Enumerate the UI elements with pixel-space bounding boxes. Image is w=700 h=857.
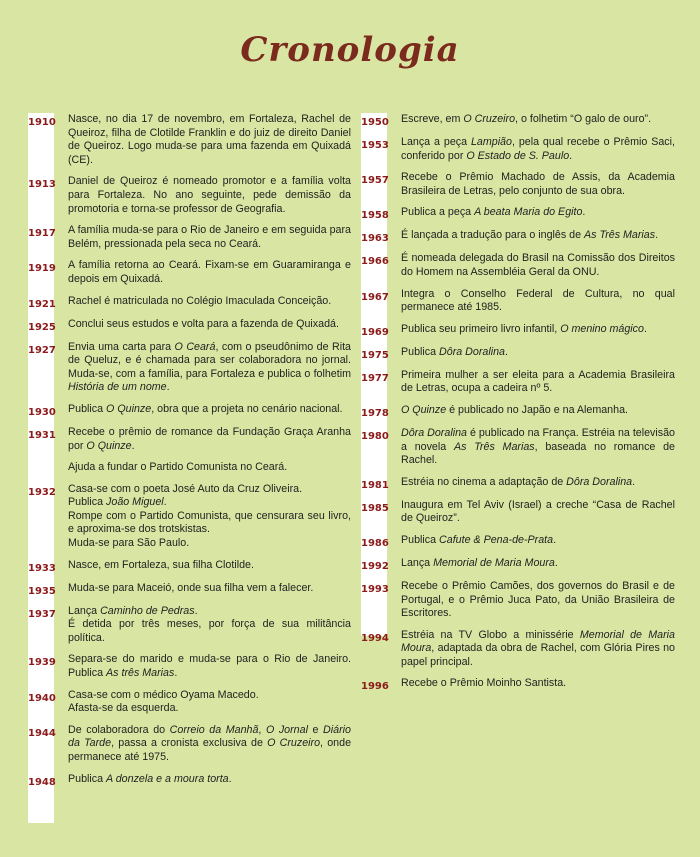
text-run: , adaptada da obra de Rachel, com Glória Pires no papel principal. [401,642,675,668]
work-title: O menino mágico [560,322,644,335]
entry-year: 1948 [28,776,56,788]
text-run: De colaboradora do [68,723,170,736]
entry-text [387,171,675,198]
timeline-entry [28,773,351,788]
work-title: A donzela e a moura torta [106,772,229,785]
work-title: João Miguel [106,496,164,509]
work-title: A beata Maria do Egito [474,206,583,219]
entry-year: 1958 [361,210,389,222]
entry-year: 1966 [361,256,389,268]
entry-text [54,224,351,251]
entry-text [54,403,351,418]
entry-text [387,229,675,244]
text-run: é publicado na França. Estréia na televisão a novela [401,426,675,453]
entry-year: 1939 [28,657,56,669]
timeline-entry [361,557,675,572]
entry-year: 1977 [361,372,389,384]
timeline-entry [361,288,675,315]
text-run: Publica [68,772,107,785]
text-run: . [655,229,659,242]
timeline-entry [361,171,675,198]
text-run: , pela qual recebe o Prêmio Saci, conferido por [401,136,675,162]
entry-text [387,369,675,396]
text-run: e [307,723,324,736]
text-run: . [131,439,135,452]
work-title: Dôra Doralina [566,475,633,488]
paragraph-gap [68,453,351,461]
entry-year: 1935 [28,585,56,597]
timeline-entry [361,629,675,670]
entry-text [54,605,351,646]
entry-text [387,252,675,279]
text-run: Muda-se para São Paulo. [68,537,190,550]
entry-text [54,295,351,310]
work-title: O Cruzeiro [463,113,516,125]
entry-text [54,113,351,167]
work-title: O Quinze [401,403,447,416]
entry-text [387,206,675,221]
text-run: Publica [401,533,440,546]
text-run: Rachel é matriculada no Colégio Imaculada Conceição. [68,294,332,307]
timeline-entry [361,229,675,244]
timeline-entry [361,476,675,491]
entry-text [54,559,351,574]
timeline-entry [28,653,351,680]
text-run: É lançada a tradução para o inglês de [401,229,585,242]
work-title: Diário da Tarde [68,723,351,750]
entry-text [54,724,351,765]
entry-text [54,773,351,788]
timeline-entry [28,426,351,475]
entry-year: 1919 [28,263,56,275]
text-run: É detida por três meses, por força de sua militância política. [68,618,351,644]
timeline-entry [361,369,675,396]
page-title: Cronologia [240,30,460,70]
text-run: Publica seu primeiro livro infantil, [401,322,561,335]
text-run: . [554,556,558,569]
timeline-entry [28,605,351,646]
timeline-entry [361,252,675,279]
timeline-entry [361,677,675,692]
text-run: . [504,345,508,358]
text-run: , passa a cronista exclusiva de [111,737,268,750]
work-title: Memorial de Maria Moura [433,556,555,569]
entry-text [387,288,675,315]
entry-year: 1910 [28,117,56,128]
work-title: O Quinze [106,402,152,415]
entry-text [54,483,351,551]
work-title: O Ceará [174,340,216,353]
text-run: Publica [68,496,107,509]
entry-text [54,318,351,333]
text-run: Recebe o Prêmio Machado de Assis, da Academia Brasileira de Letras, pelo conjunto de sua obra. [401,171,675,197]
entry-year: 1933 [28,562,56,574]
text-run: é publicado no Japão e na Alemanha. [446,403,628,416]
work-title: O Jornal [265,723,308,736]
text-run: Recebe o Prêmio Moinho Santista. [401,677,567,690]
timeline-entry [28,318,351,333]
timeline-entry [361,427,675,468]
text-run: Nasce, no dia 17 de novembro, em Fortaleza, Rachel de Queiroz, filha de Clotilde Franklin e do juiz de direito Daniel de Queiroz. Logo muda-se para uma fazenda em Quixadá (CE). [68,113,351,166]
text-run: Conclui seus estudos e volta para a fazenda de Quixadá. [68,317,339,330]
text-run: , onde permanece até 1975. [68,737,352,763]
entry-text [387,557,675,572]
text-run: Integra o Conselho Federal de Cultura, no qual permanece até 1985. [401,287,675,314]
entry-text [54,653,351,680]
entry-year: 1994 [361,632,389,644]
text-run: , [258,723,266,736]
work-title: O Quinze [86,439,132,452]
text-run: , baseada no romance de Rachel. [401,440,675,467]
text-run: , com o pseudônimo de Rita de Queluz, e é chamada para ser colaboradora no jornal. Muda-se, com a família, para Fortaleza e publica o folhetim [68,340,351,380]
entry-text [387,404,675,419]
timeline-entry [28,113,351,167]
work-title: As Três Marias [453,440,535,453]
text-run: É nomeada delegada do Brasil na Comissão dos Direitos do Homem na Assembléia Geral da ONU. [401,252,675,278]
work-title: O Estado de S. Paulo [466,149,570,162]
entry-text [387,476,675,491]
entry-text [387,580,675,621]
text-run: Lança a peça [401,136,471,148]
text-run: . [632,475,636,488]
entry-text [54,689,351,716]
text-run: Estréia no cinema a adaptação de [401,475,567,488]
text-run: Rompe com o Partido Comunista, que censurara seu livro, e aproxima-se dos trotskistas. [68,509,351,536]
timeline-entry [361,346,675,361]
entry-text [387,499,675,526]
timeline-entry [28,403,351,418]
text-run: . [643,322,647,335]
entry-year: 1985 [361,502,389,514]
text-run: Envia uma carta para [68,340,175,353]
timeline-entry [361,404,675,419]
text-run: Daniel de Queiroz é nomeado promotor e a família volta para Fortaleza. No ano seguinte, pede demissão da promotoria e torna-se professor de Geografia. [68,175,351,215]
timeline-entry [361,206,675,221]
work-title: Correio da Manhã [169,723,259,736]
text-run: . [163,496,167,509]
work-title: As três Marias [106,667,175,680]
timeline-entry [361,534,675,549]
timeline-entry [28,259,351,286]
text-run: Publica [68,402,107,415]
entry-text [54,426,351,475]
text-run: A família retorna ao Ceará. Fixam-se em Guaramiranga e depois em Quixadá. [68,259,351,285]
work-title: Dôra Doralina [401,426,467,439]
entry-year: 1980 [361,430,389,442]
entry-year: 1969 [361,326,389,338]
text-run: Publica a peça [401,206,475,219]
timeline-entry [28,175,351,216]
text-run: . [166,381,170,394]
entry-text [54,259,351,286]
work-title: Dôra Doralina [439,345,505,358]
entry-year: 1917 [28,228,56,240]
entry-text [387,113,675,128]
entry-year: 1957 [361,175,389,187]
work-title: O Cruzeiro [267,737,321,750]
entry-text [387,136,675,163]
entry-text [54,341,351,395]
text-run: Casa-se com o poeta José Auto da Cruz Oliveira. [68,482,303,495]
text-run: Muda-se para Maceió, onde sua filha vem a falecer. [68,581,314,594]
text-run: Escreve, em [401,113,464,125]
entry-year: 1950 [361,117,389,128]
timeline-column-right [361,113,675,700]
text-run: , obra que a projeta no cenário nacional. [151,402,343,415]
entry-text [387,323,675,338]
entry-year: 1944 [28,727,56,739]
text-run: . [553,533,557,546]
entry-year: 1921 [28,298,56,310]
text-run: Primeira mulher a ser eleita para a Academia Brasileira de Letras, ocupa a cadeira nº 5. [401,368,675,395]
entry-year: 1925 [28,321,56,333]
text-run: Nasce, em Fortaleza, sua filha Clotilde. [68,558,254,571]
work-title: História de um nome [68,381,167,394]
entry-text [387,629,675,670]
entry-year: 1930 [28,406,56,418]
timeline-entry [28,224,351,251]
work-title: Cafute & Pena-de-Prata [439,533,554,546]
text-run: A família muda-se para o Rio de Janeiro e em seguida para Belém, pressionada pela seca no Ceará. [68,224,351,250]
text-run: Afasta-se da esquerda. [68,702,179,715]
text-run: . [228,772,232,785]
text-run: Inaugura em Tel Aviv (Israel) a creche “Casa de Rachel de Queiroz”. [401,498,675,525]
text-run: Publica [401,345,440,358]
entry-text [387,427,675,468]
text-run: Recebe o Prêmio Camões, dos governos do Brasil e de Portugal, e o Prêmio Juca Pato, da União Brasileira de Escritores. [401,579,675,620]
text-run: Estréia na TV Globo a minissérie [401,628,580,641]
entry-year: 1937 [28,608,56,620]
text-run: , o folhetim “O galo de ouro”. [515,113,652,125]
timeline-entry [28,341,351,395]
timeline-entry [361,323,675,338]
entry-year: 1986 [361,537,389,549]
text-run: Recebe o prêmio de romance da Fundação Graça Aranha por [68,425,351,452]
timeline-entry [361,580,675,621]
entry-year: 1981 [361,479,389,491]
entry-year: 1953 [361,140,389,151]
timeline-entry [361,136,675,163]
timeline-entry [361,113,675,128]
text-run: . [174,667,178,680]
timeline-entry [28,582,351,597]
entry-year: 1967 [361,291,389,303]
entry-year: 1992 [361,560,389,572]
timeline-entry [28,724,351,765]
entry-year: 1932 [28,486,56,498]
timeline-column-left [28,113,351,796]
work-title: Memorial de Maria Moura [401,628,675,655]
entry-year: 1940 [28,692,56,704]
timeline-entry [361,499,675,526]
text-run: Lança [401,556,434,569]
work-title: Caminho de Pedras [100,604,195,617]
entry-year: 1963 [361,233,389,245]
text-run: Separa-se do marido e muda-se para o Rio de Janeiro. Publica [68,653,351,680]
text-run: . [582,206,586,219]
entry-text [387,677,675,692]
work-title: As Três Marias [584,229,656,242]
entry-text [54,582,351,597]
text-run: Casa-se com o médico Oyama Macedo. [68,688,259,701]
entry-year: 1978 [361,407,389,419]
timeline-entry [28,559,351,574]
entry-text [387,534,675,549]
text-run: . [194,604,198,617]
entry-year: 1975 [361,349,389,361]
text-run: . [569,149,573,162]
timeline-entry [28,483,351,551]
entry-year: 1993 [361,583,389,595]
timeline-entry [28,689,351,716]
text-run: Lança [68,604,101,617]
entry-year: 1931 [28,429,56,441]
work-title: Lampião [470,136,512,148]
entry-year: 1927 [28,344,56,356]
entry-text [387,346,675,361]
timeline-entry [28,295,351,310]
entry-year: 1913 [28,179,56,191]
entry-year: 1996 [361,681,389,693]
entry-text [54,175,351,216]
text-run: Ajuda a fundar o Partido Comunista no Ceará. [68,461,288,474]
